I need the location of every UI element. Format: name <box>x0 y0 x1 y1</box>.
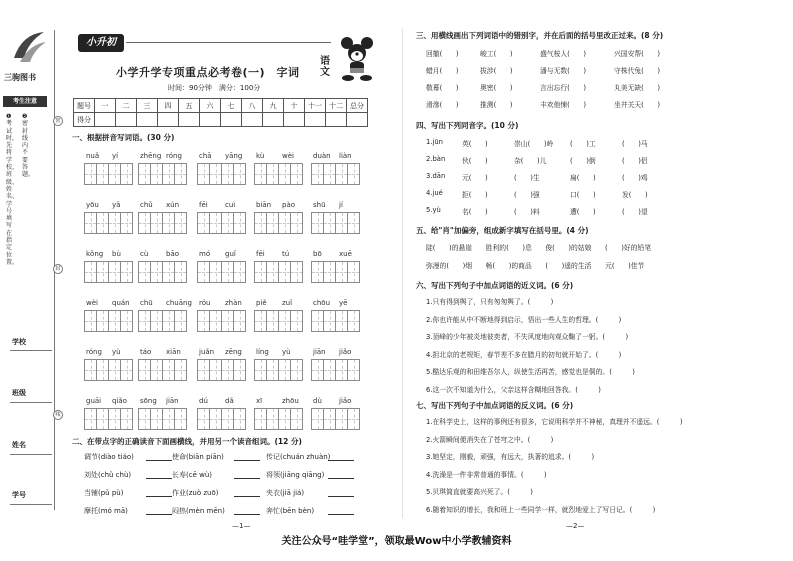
school-field[interactable] <box>10 350 52 351</box>
writing-cell[interactable] <box>174 261 187 283</box>
typo-item[interactable]: 拔涉( ) <box>480 67 513 75</box>
writing-cell[interactable] <box>347 212 360 234</box>
pronunciation-item: 夹衣(jiā jiá) <box>266 489 305 497</box>
pinyin-label: jiǎo <box>339 348 352 356</box>
homophone-blank[interactable]: 扁( ) <box>570 174 596 182</box>
typo-item[interactable]: 丰欢他悚( ) <box>540 101 587 109</box>
homophone-blank[interactable]: 元( ) <box>462 174 488 182</box>
pinyin-label: yǎ <box>112 201 121 209</box>
section-2-title: 二、在带点字的正确读音下面画横线，并用另一个读音组词。(12 分) <box>72 437 302 446</box>
pinyin-label: róng <box>86 348 102 356</box>
exam-title: 小学升学专项重点必考卷(一) 字词 <box>116 66 300 79</box>
typo-item[interactable]: 言出忘行( ) <box>540 84 587 92</box>
footer-banner: 关注公众号“哇学堂”，领取最Wow中小学教辅资料 <box>281 536 512 547</box>
answer-blank[interactable] <box>328 496 354 497</box>
student-id-label: 学号 <box>12 491 26 499</box>
pinyin-label: yāng <box>225 152 243 160</box>
pinyin-label: xún <box>166 201 180 209</box>
pinyin-label: biān <box>256 201 272 209</box>
answer-blank[interactable] <box>234 460 260 461</box>
answer-grid <box>138 408 186 430</box>
pinyin-label: guāi <box>86 397 102 405</box>
homophone-blank[interactable]: 崇山( )岭 <box>514 140 554 148</box>
student-id-field[interactable] <box>10 504 52 505</box>
answer-grid <box>311 408 359 430</box>
answer-grid <box>138 359 186 381</box>
pinyin-label: róu <box>199 299 211 307</box>
pinyin-label: yù <box>112 348 121 356</box>
pinyin-label: pào <box>282 201 296 209</box>
pinyin-label: mó <box>199 250 211 258</box>
writing-cell[interactable] <box>290 359 303 381</box>
mascot-icon <box>338 36 376 82</box>
radical-line: 陡( )的悬崖 胜利的( )息 俊( )的姑娘 ( )好的铅笔 <box>426 244 652 252</box>
homophone-blank[interactable]: 伙( ) <box>462 157 488 165</box>
score-col: 六 <box>200 99 221 113</box>
writing-cell[interactable] <box>174 359 187 381</box>
answer-grid <box>197 261 245 283</box>
antonym-question[interactable]: 4.洗澡是一件非常普通的事情。( ) <box>426 470 547 479</box>
writing-cell[interactable] <box>120 163 133 185</box>
binding-strip <box>0 0 60 561</box>
score-row-label: 得分 <box>74 113 95 127</box>
pinyin-label: xiān <box>166 348 181 356</box>
pinyin-label: fēi <box>256 250 265 258</box>
writing-cell[interactable] <box>233 163 246 185</box>
class-field[interactable] <box>10 402 52 403</box>
typo-item[interactable]: 敬幕( ) <box>426 84 459 92</box>
score-cell[interactable] <box>200 113 221 127</box>
score-cell[interactable] <box>326 113 347 127</box>
homophone-pinyin: 5.yù <box>426 206 441 214</box>
antonym-question[interactable]: 1.在科学史上，这样的事例还有很多，它说明科学并不神秘，真理并不遥远。( ) <box>426 418 683 426</box>
answer-grid <box>138 261 186 283</box>
pinyin-label: duàn <box>313 152 331 160</box>
homophone-blank[interactable]: ( )倒 <box>570 157 596 165</box>
answer-grid <box>254 212 302 234</box>
typo-item[interactable]: 潘与无数( ) <box>540 67 587 75</box>
typo-item[interactable]: 守株代兔( ) <box>614 67 661 75</box>
answer-grid <box>84 310 132 332</box>
antonym-question[interactable]: 3.她坚定，刚毅，顽强，有远大，执著的追求。( ) <box>426 453 595 461</box>
writing-cell[interactable] <box>347 310 360 332</box>
score-cell[interactable] <box>179 113 200 127</box>
page-number-1: —1— <box>232 522 251 530</box>
synonym-question[interactable]: 5.酷达乐观的和田维吾尔人，纵使生活再苦，感觉也是侗的。( ) <box>426 368 635 376</box>
pronunciation-item: 当铺(pǔ pù) <box>84 489 124 497</box>
synonym-question[interactable]: 3.顶峰的少年被炎地彼奕者，不失风度地向观众鞠了一躬。( ) <box>426 333 629 341</box>
answer-grid <box>197 163 245 185</box>
score-col: 十一 <box>305 99 326 113</box>
pinyin-label: yù <box>282 348 291 356</box>
pronunciation-item: 刘处(chǔ chù) <box>84 471 132 479</box>
answer-grid <box>138 212 186 234</box>
answer-grid <box>254 261 302 283</box>
pinyin-label: piě <box>256 299 267 307</box>
pinyin-label: líng <box>256 348 269 356</box>
page-number-2: —2— <box>566 522 585 530</box>
score-cell[interactable] <box>137 113 158 127</box>
synonym-question[interactable]: 6.这一次不知道为什么，父亲这样含糊地回答我。( ) <box>426 385 601 394</box>
writing-cell[interactable] <box>347 359 360 381</box>
answer-grid <box>84 408 132 430</box>
answer-grid <box>197 359 245 381</box>
answer-grid <box>197 408 245 430</box>
score-cell[interactable] <box>347 113 368 127</box>
pinyin-label: táo <box>140 348 152 356</box>
pinyin-label: chōu <box>313 299 331 307</box>
homophone-blank[interactable]: ( )鸡 <box>622 174 648 182</box>
pinyin-label: tú <box>282 250 290 258</box>
pinyin-label: cù <box>140 250 149 258</box>
answer-grid <box>84 212 132 234</box>
publisher-name: 三驹图书 <box>4 73 36 82</box>
pinyin-label: qiǎo <box>112 397 127 405</box>
answer-grid <box>84 261 132 283</box>
score-col: 十二 <box>326 99 347 113</box>
synonym-question[interactable]: 4.担北京的老规矩，春节差不多在腊月的初旬就开始了。( ) <box>426 350 622 359</box>
writing-cell[interactable] <box>233 261 246 283</box>
score-col: 七 <box>221 99 242 113</box>
writing-cell[interactable] <box>233 408 246 430</box>
pinyin-label: zēng <box>225 348 242 356</box>
pronunciation-item: 将领(jiāng qiāng) <box>266 471 325 479</box>
pronunciation-item: 奔忙(bēn bèn) <box>266 507 315 515</box>
answer-grid <box>311 261 359 283</box>
pinyin-label: róng <box>166 152 182 160</box>
pinyin-label: jiān <box>313 348 326 356</box>
homophone-blank[interactable]: 杂( )儿 <box>514 157 547 165</box>
answer-grid <box>254 408 302 430</box>
homophone-pinyin: 3.dān <box>426 172 446 180</box>
pinyin-label: xuē <box>339 250 352 258</box>
writing-cell[interactable] <box>290 310 303 332</box>
homophone-blank[interactable]: ( )侣 <box>622 157 648 165</box>
score-cell[interactable] <box>95 113 116 127</box>
answer-grid <box>84 163 132 185</box>
typo-item[interactable]: 兴国安帮( ) <box>614 50 661 58</box>
pinyin-label: jiǎo <box>339 397 352 405</box>
typo-item[interactable]: 坐井关天( ) <box>614 101 661 109</box>
typo-item[interactable]: 丸美无缺( ) <box>614 84 661 92</box>
name-field[interactable] <box>10 454 52 455</box>
name-label: 姓名 <box>12 441 26 449</box>
writing-cell[interactable] <box>174 310 187 332</box>
homophone-blank[interactable]: 英( ) <box>462 140 488 148</box>
score-cell[interactable] <box>284 113 305 127</box>
pinyin-label: chǔ <box>140 201 153 209</box>
pinyin-label: guǐ <box>225 250 236 258</box>
homophone-blank[interactable]: ( )望 <box>622 208 648 216</box>
homophone-blank[interactable]: ( )强 <box>514 191 540 199</box>
score-col: 总分 <box>347 99 368 113</box>
writing-cell[interactable] <box>174 163 187 185</box>
synonym-question[interactable]: 1.只有得到舆了，只有匆匆舆了。( ) <box>426 298 554 306</box>
typo-item[interactable]: 推测( ) <box>480 101 513 109</box>
pronunciation-item: 闷热(mèn mēn) <box>172 507 225 515</box>
seal-mark-2: 封 <box>53 264 63 274</box>
score-col: 题号 <box>74 99 95 113</box>
typo-item[interactable]: 奥密( ) <box>480 84 513 92</box>
typo-item[interactable]: 峻工( ) <box>480 50 513 58</box>
score-cell[interactable] <box>158 113 179 127</box>
answer-blank[interactable] <box>328 460 354 461</box>
pinyin-label: chuāng <box>166 299 192 307</box>
writing-cell[interactable] <box>347 408 360 430</box>
score-col: 五 <box>179 99 200 113</box>
score-col: 三 <box>137 99 158 113</box>
antonym-question[interactable]: 5.贝琪简直就要高兴死了。( ) <box>426 488 533 496</box>
pinyin-label: yōu <box>86 201 99 209</box>
pinyin-label: yí <box>112 152 119 160</box>
pinyin-label: nuǎ <box>86 152 100 160</box>
pinyin-label: jí <box>339 201 343 209</box>
writing-cell[interactable] <box>347 261 360 283</box>
score-table <box>73 98 368 127</box>
writing-cell[interactable] <box>174 408 187 430</box>
homophone-pinyin: 4.jué <box>426 189 443 197</box>
pinyin-label: sōng <box>140 397 157 405</box>
pinyin-label: liàn <box>339 152 352 160</box>
pinyin-label: dǎ <box>225 397 234 405</box>
pinyin-label: fēi <box>199 201 208 209</box>
score-col: 十 <box>284 99 305 113</box>
score-cell[interactable] <box>263 113 284 127</box>
writing-cell[interactable] <box>120 408 133 430</box>
homophone-blank[interactable]: ( )生 <box>514 174 540 182</box>
writing-cell[interactable] <box>120 359 133 381</box>
writing-cell[interactable] <box>290 261 303 283</box>
exam-header <box>70 30 400 98</box>
answer-blank[interactable] <box>234 514 260 515</box>
section-4-title: 四、写出下列同音字。(10 分) <box>416 121 519 130</box>
series-badge: 小升初 <box>78 34 124 52</box>
answer-blank[interactable] <box>234 496 260 497</box>
pinyin-label: bāo <box>166 250 180 258</box>
score-col: 九 <box>263 99 284 113</box>
section-3-title: 三、用横线画出下列词语中的错别字，并在后面的括号里改正过来。(8 分) <box>416 31 664 40</box>
antonym-question[interactable]: 6.随着知识的增长，我和班上一些同学一样，就烈地爱上了写日记。( ) <box>426 505 656 514</box>
pinyin-label: jiān <box>166 397 179 405</box>
answer-grid <box>311 359 359 381</box>
answer-grid <box>197 212 245 234</box>
pinyin-label: bù <box>112 250 121 258</box>
notice-item-2: ❷密封线内不要答题。 <box>22 113 35 179</box>
writing-cell[interactable] <box>233 359 246 381</box>
typo-item[interactable]: 盛气桉人( ) <box>540 50 587 58</box>
score-cell[interactable] <box>242 113 263 127</box>
score-col: 四 <box>158 99 179 113</box>
pinyin-label: zhàn <box>225 299 242 307</box>
class-label: 班级 <box>12 389 26 397</box>
answer-blank[interactable] <box>146 460 172 461</box>
pinyin-label: shū <box>313 201 326 209</box>
pronunciation-item: 作业(zuò zuō) <box>172 489 219 497</box>
exam-meta: 时间：90分钟 满分：100分 <box>168 84 261 92</box>
antonym-question[interactable]: 2.火箭瞬间便消失在了苍穹之中。( ) <box>426 435 554 444</box>
writing-cell[interactable] <box>290 212 303 234</box>
page-divider <box>402 28 403 518</box>
homophone-pinyin: 1.jūn <box>426 138 443 146</box>
pinyin-label: yē <box>339 299 348 307</box>
typo-item[interactable]: 蜡月( ) <box>426 67 459 75</box>
score-col: 八 <box>242 99 263 113</box>
answer-grid <box>197 310 245 332</box>
pinyin-label: zhōu <box>282 397 299 405</box>
homophone-blank[interactable]: ( )料 <box>514 208 540 216</box>
pinyin-label: bō <box>313 250 322 258</box>
answer-grid <box>311 310 359 332</box>
score-value-row <box>74 113 368 127</box>
typo-item[interactable]: 回撤( ) <box>426 50 459 58</box>
writing-cell[interactable] <box>233 212 246 234</box>
pronunciation-item: 长寿(cē wù) <box>172 471 213 479</box>
pinyin-label: kù <box>256 152 265 160</box>
pronunciation-item: 使命(biān piān) <box>172 453 224 461</box>
pinyin-label: dú <box>199 397 208 405</box>
writing-cell[interactable] <box>174 212 187 234</box>
pinyin-label: chā <box>199 152 212 160</box>
homophone-blank[interactable]: 遭( ) <box>570 208 596 216</box>
writing-cell[interactable] <box>233 310 246 332</box>
pronunciation-item: 调节(diào tiáo) <box>84 453 134 461</box>
homophone-blank[interactable]: ( )工 <box>570 140 596 148</box>
pinyin-label: cuì <box>225 201 236 209</box>
answer-blank[interactable] <box>328 514 354 515</box>
publisher-logo-icon <box>10 28 50 68</box>
notice-title: 考生注意 <box>3 96 47 107</box>
radical-line: 弥漫的( )烟 畅( )的商品 ( )遥的生活 元( )佳节 <box>426 262 645 270</box>
writing-cell[interactable] <box>347 163 360 185</box>
writing-cell[interactable] <box>290 163 303 185</box>
pinyin-label: xī <box>256 397 263 405</box>
pinyin-label: juǎn <box>199 348 215 356</box>
homophone-pinyin: 2.bàn <box>426 155 446 163</box>
school-label: 学校 <box>12 338 26 346</box>
header-rule <box>126 42 331 43</box>
section-6-title: 六、写出下列句子中加点词语的近义词。(6 分) <box>416 281 574 290</box>
pinyin-label: quán <box>112 299 130 307</box>
answer-blank[interactable] <box>234 478 260 479</box>
score-col: 二 <box>116 99 137 113</box>
score-cell[interactable] <box>116 113 137 127</box>
answer-blank[interactable] <box>146 478 172 479</box>
seal-mark-3: 线 <box>53 410 63 420</box>
answer-blank[interactable] <box>328 478 354 479</box>
typo-item[interactable]: 滑滲( ) <box>426 101 459 109</box>
answer-blank[interactable] <box>146 496 172 497</box>
section-5-title: 五、给"肖"加偏旁，组成新字填写在括号里。(4 分) <box>416 226 589 235</box>
answer-grid <box>254 359 302 381</box>
writing-cell[interactable] <box>120 310 133 332</box>
pronunciation-item: 摩托(mó mā) <box>84 507 128 515</box>
pinyin-label: kǒng <box>86 250 104 258</box>
notice-item-1: ❶考试时，先将学校、班级、姓名、学号填写在指定位置。 <box>6 113 19 266</box>
answer-grid <box>311 212 359 234</box>
pinyin-label: chū <box>140 299 153 307</box>
writing-cell[interactable] <box>290 408 303 430</box>
homophone-blank[interactable]: 口( ) <box>570 191 596 199</box>
score-header-row <box>74 99 368 113</box>
subject-label: 语文 <box>320 56 330 78</box>
answer-grid <box>84 359 132 381</box>
pinyin-label: wèi <box>282 152 294 160</box>
answer-blank[interactable] <box>146 514 172 515</box>
score-col: 一 <box>95 99 116 113</box>
pronunciation-item: 传记(chuán zhuàn) <box>266 453 331 461</box>
answer-grid <box>311 163 359 185</box>
score-cell[interactable] <box>305 113 326 127</box>
pinyin-label: dù <box>313 397 322 405</box>
pinyin-label: zuǐ <box>282 299 293 307</box>
homophone-blank[interactable]: 拒( ) <box>462 191 488 199</box>
seal-mark-1: 密 <box>53 116 63 126</box>
writing-cell[interactable] <box>120 261 133 283</box>
answer-grid <box>254 163 302 185</box>
answer-grid <box>254 310 302 332</box>
synonym-question[interactable]: 2.你也许能从中不断地得到启示，悟出一些人生的哲理。( ) <box>426 315 622 324</box>
writing-cell[interactable] <box>120 212 133 234</box>
answer-grid <box>138 310 186 332</box>
section-1-title: 一、根据拼音写词语。(30 分) <box>72 133 175 142</box>
section-7-title: 七、写出下列句子中加点词语的反义词。(6 分) <box>416 401 574 410</box>
homophone-blank[interactable]: 名( ) <box>462 208 488 216</box>
answer-grid <box>138 163 186 185</box>
homophone-blank[interactable]: ( )马 <box>622 140 648 148</box>
score-cell[interactable] <box>221 113 242 127</box>
pinyin-label: zhēng <box>140 152 162 160</box>
homophone-blank[interactable]: 发( ) <box>622 191 648 199</box>
pinyin-label: wèi <box>86 299 98 307</box>
